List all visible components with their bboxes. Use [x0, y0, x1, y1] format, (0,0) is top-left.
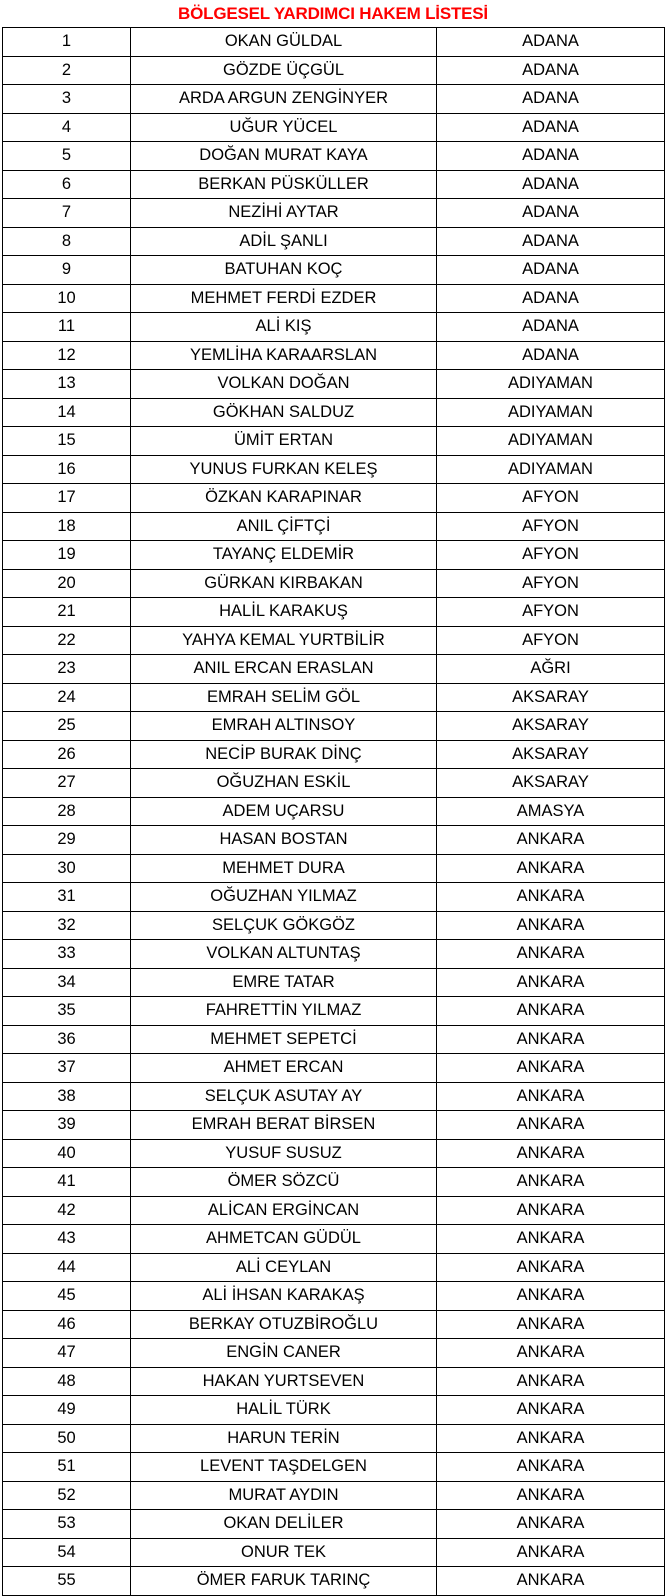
- referee-name: OĞUZHAN YILMAZ: [131, 883, 437, 912]
- table-row: [3, 997, 665, 1026]
- row-number: 34: [3, 968, 131, 997]
- table-row: [3, 1481, 665, 1510]
- row-number: 27: [3, 769, 131, 798]
- referee-city: ANKARA: [437, 1111, 665, 1140]
- table-row: [3, 455, 665, 484]
- referee-name: GÜRKAN KIRBAKAN: [131, 569, 437, 598]
- table-row: [3, 1025, 665, 1054]
- table-row: [3, 1396, 665, 1425]
- table-row: [3, 313, 665, 342]
- row-number: 31: [3, 883, 131, 912]
- referee-name: ALİ İHSAN KARAKAŞ: [131, 1282, 437, 1311]
- referee-name: ALİ CEYLAN: [131, 1253, 437, 1282]
- table-row: [3, 854, 665, 883]
- referee-city: ANKARA: [437, 1567, 665, 1596]
- table-row: [3, 142, 665, 171]
- referee-name: ARDA ARGUN ZENGİNYER: [131, 85, 437, 114]
- table-row: [3, 170, 665, 199]
- referee-city: ANKARA: [437, 1396, 665, 1425]
- table-row: [3, 1310, 665, 1339]
- referee-city: ANKARA: [437, 1481, 665, 1510]
- referee-name: NEZİHİ AYTAR: [131, 199, 437, 228]
- row-number: 22: [3, 626, 131, 655]
- referee-city: AFYON: [437, 512, 665, 541]
- referee-city: ADANA: [437, 56, 665, 85]
- table-row: [3, 1111, 665, 1140]
- row-number: 24: [3, 683, 131, 712]
- referee-city: ANKARA: [437, 1453, 665, 1482]
- table-row: [3, 370, 665, 399]
- row-number: 44: [3, 1253, 131, 1282]
- row-number: 13: [3, 370, 131, 399]
- row-number: 19: [3, 541, 131, 570]
- referee-name: VOLKAN ALTUNTAŞ: [131, 940, 437, 969]
- table-row: [3, 911, 665, 940]
- row-number: 12: [3, 341, 131, 370]
- row-number: 53: [3, 1510, 131, 1539]
- referee-city: ADIYAMAN: [437, 370, 665, 399]
- table-row: [3, 1367, 665, 1396]
- referee-name: YEMLİHA KARAARSLAN: [131, 341, 437, 370]
- table-row: [3, 1225, 665, 1254]
- row-number: 50: [3, 1424, 131, 1453]
- row-number: 29: [3, 826, 131, 855]
- referee-city: ANKARA: [437, 911, 665, 940]
- referee-city: ANKARA: [437, 1082, 665, 1111]
- table-row: [3, 1282, 665, 1311]
- referee-name: ÖMER SÖZCÜ: [131, 1168, 437, 1197]
- table-row: [3, 940, 665, 969]
- row-number: 15: [3, 427, 131, 456]
- row-number: 54: [3, 1538, 131, 1567]
- table-row: [3, 797, 665, 826]
- row-number: 37: [3, 1054, 131, 1083]
- table-row: [3, 398, 665, 427]
- table-row: [3, 569, 665, 598]
- referee-name: AHMETCAN GÜDÜL: [131, 1225, 437, 1254]
- row-number: 18: [3, 512, 131, 541]
- referee-city: ANKARA: [437, 854, 665, 883]
- table-row: [3, 1567, 665, 1596]
- referee-name: DOĞAN MURAT KAYA: [131, 142, 437, 171]
- table-row: [3, 883, 665, 912]
- referee-name: YAHYA KEMAL YURTBİLİR: [131, 626, 437, 655]
- row-number: 40: [3, 1139, 131, 1168]
- referee-name: OKAN GÜLDAL: [131, 28, 437, 57]
- referee-table: [2, 27, 665, 1596]
- row-number: 5: [3, 142, 131, 171]
- referee-name: HARUN TERİN: [131, 1424, 437, 1453]
- referee-city: ADIYAMAN: [437, 398, 665, 427]
- page-title: BÖLGESEL YARDIMCI HAKEM LİSTESİ: [178, 4, 488, 23]
- row-number: 51: [3, 1453, 131, 1482]
- table-row: [3, 740, 665, 769]
- row-number: 17: [3, 484, 131, 513]
- referee-city: AKSARAY: [437, 769, 665, 798]
- referee-city: AKSARAY: [437, 683, 665, 712]
- referee-name: ADİL ŞANLI: [131, 227, 437, 256]
- referee-city: ANKARA: [437, 997, 665, 1026]
- row-number: 21: [3, 598, 131, 627]
- referee-city: ANKARA: [437, 1424, 665, 1453]
- referee-city: AFYON: [437, 626, 665, 655]
- table-row: [3, 113, 665, 142]
- row-number: 36: [3, 1025, 131, 1054]
- referee-city: ANKARA: [437, 1253, 665, 1282]
- referee-name: BATUHAN KOÇ: [131, 256, 437, 285]
- row-number: 8: [3, 227, 131, 256]
- table-row: [3, 1510, 665, 1539]
- referee-name: HALİL TÜRK: [131, 1396, 437, 1425]
- referee-name: EMRAH SELİM GÖL: [131, 683, 437, 712]
- referee-name: ÜMİT ERTAN: [131, 427, 437, 456]
- row-number: 1: [3, 28, 131, 57]
- referee-name: ALİCAN ERGİNCAN: [131, 1196, 437, 1225]
- table-row: [3, 683, 665, 712]
- row-number: 11: [3, 313, 131, 342]
- referee-city: ADIYAMAN: [437, 427, 665, 456]
- referee-name: BERKAY OTUZBİROĞLU: [131, 1310, 437, 1339]
- table-row: [3, 1196, 665, 1225]
- table-row: [3, 1054, 665, 1083]
- row-number: 33: [3, 940, 131, 969]
- referee-name: ADEM UÇARSU: [131, 797, 437, 826]
- row-number: 30: [3, 854, 131, 883]
- referee-name: HALİL KARAKUŞ: [131, 598, 437, 627]
- referee-city: ANKARA: [437, 1025, 665, 1054]
- table-row: [3, 655, 665, 684]
- referee-city: ANKARA: [437, 940, 665, 969]
- row-number: 32: [3, 911, 131, 940]
- table-row: [3, 1538, 665, 1567]
- table-row: [3, 1424, 665, 1453]
- referee-city: AFYON: [437, 541, 665, 570]
- referee-city: ADANA: [437, 142, 665, 171]
- referee-city: ADANA: [437, 284, 665, 313]
- table-row: [3, 1082, 665, 1111]
- referee-city: AKSARAY: [437, 740, 665, 769]
- referee-name: SELÇUK ASUTAY AY: [131, 1082, 437, 1111]
- referee-city: ADANA: [437, 341, 665, 370]
- referee-name: ONUR TEK: [131, 1538, 437, 1567]
- referee-city: AĞRI: [437, 655, 665, 684]
- referee-city: ADANA: [437, 28, 665, 57]
- row-number: 48: [3, 1367, 131, 1396]
- row-number: 20: [3, 569, 131, 598]
- referee-city: ANKARA: [437, 1339, 665, 1368]
- referee-city: ADANA: [437, 256, 665, 285]
- table-row: [3, 826, 665, 855]
- table-row: [3, 1168, 665, 1197]
- row-number: 23: [3, 655, 131, 684]
- referee-name: SELÇUK GÖKGÖZ: [131, 911, 437, 940]
- row-number: 46: [3, 1310, 131, 1339]
- referee-city: ADANA: [437, 199, 665, 228]
- referee-city: ANKARA: [437, 883, 665, 912]
- row-number: 35: [3, 997, 131, 1026]
- referee-name: BERKAN PÜSKÜLLER: [131, 170, 437, 199]
- referee-city: ANKARA: [437, 826, 665, 855]
- table-row: [3, 512, 665, 541]
- referee-city: ADANA: [437, 170, 665, 199]
- referee-name: NECİP BURAK DİNÇ: [131, 740, 437, 769]
- referee-city: ADANA: [437, 227, 665, 256]
- referee-name: MEHMET FERDİ EZDER: [131, 284, 437, 313]
- referee-city: ANKARA: [437, 1054, 665, 1083]
- referee-city: ANKARA: [437, 1367, 665, 1396]
- referee-name: HASAN BOSTAN: [131, 826, 437, 855]
- referee-name: GÖZDE ÜÇGÜL: [131, 56, 437, 85]
- referee-name: EMRE TATAR: [131, 968, 437, 997]
- referee-name: GÖKHAN SALDUZ: [131, 398, 437, 427]
- referee-name: ENGİN CANER: [131, 1339, 437, 1368]
- table-row: [3, 1453, 665, 1482]
- row-number: 26: [3, 740, 131, 769]
- row-number: 14: [3, 398, 131, 427]
- referee-name: OĞUZHAN ESKİL: [131, 769, 437, 798]
- table-row: [3, 341, 665, 370]
- referee-name: AHMET ERCAN: [131, 1054, 437, 1083]
- table-row: [3, 1253, 665, 1282]
- row-number: 38: [3, 1082, 131, 1111]
- table-row: [3, 626, 665, 655]
- referee-city: ANKARA: [437, 1168, 665, 1197]
- row-number: 39: [3, 1111, 131, 1140]
- referee-city: AFYON: [437, 484, 665, 513]
- table-row: [3, 484, 665, 513]
- referee-name: EMRAH ALTINSOY: [131, 712, 437, 741]
- table-row: [3, 199, 665, 228]
- row-number: 43: [3, 1225, 131, 1254]
- referee-city: ANKARA: [437, 1196, 665, 1225]
- row-number: 42: [3, 1196, 131, 1225]
- table-row: [3, 227, 665, 256]
- referee-city: ANKARA: [437, 1510, 665, 1539]
- referee-name: UĞUR YÜCEL: [131, 113, 437, 142]
- row-number: 52: [3, 1481, 131, 1510]
- table-row: [3, 968, 665, 997]
- referee-name: HAKAN YURTSEVEN: [131, 1367, 437, 1396]
- table-row: [3, 85, 665, 114]
- referee-city: ANKARA: [437, 1538, 665, 1567]
- table-row: [3, 256, 665, 285]
- row-number: 28: [3, 797, 131, 826]
- row-number: 45: [3, 1282, 131, 1311]
- row-number: 4: [3, 113, 131, 142]
- referee-name: ÖZKAN KARAPINAR: [131, 484, 437, 513]
- row-number: 41: [3, 1168, 131, 1197]
- referee-city: ADIYAMAN: [437, 455, 665, 484]
- table-row: [3, 1139, 665, 1168]
- table-row: [3, 712, 665, 741]
- referee-name: ANIL ERCAN ERASLAN: [131, 655, 437, 684]
- referee-city: AFYON: [437, 569, 665, 598]
- table-row: [3, 598, 665, 627]
- table-row: [3, 427, 665, 456]
- referee-name: MEHMET SEPETCİ: [131, 1025, 437, 1054]
- referee-city: AMASYA: [437, 797, 665, 826]
- table-row: [3, 284, 665, 313]
- row-number: 6: [3, 170, 131, 199]
- referee-city: ADANA: [437, 313, 665, 342]
- row-number: 9: [3, 256, 131, 285]
- table-row: [3, 1339, 665, 1368]
- referee-city: AKSARAY: [437, 712, 665, 741]
- row-number: 47: [3, 1339, 131, 1368]
- row-number: 10: [3, 284, 131, 313]
- referee-name: ÖMER FARUK TARINÇ: [131, 1567, 437, 1596]
- referee-city: ADANA: [437, 85, 665, 114]
- referee-city: ANKARA: [437, 1139, 665, 1168]
- referee-name: VOLKAN DOĞAN: [131, 370, 437, 399]
- referee-city: ANKARA: [437, 968, 665, 997]
- referee-city: ANKARA: [437, 1310, 665, 1339]
- row-number: 25: [3, 712, 131, 741]
- referee-name: ALİ KIŞ: [131, 313, 437, 342]
- referee-name: EMRAH BERAT BİRSEN: [131, 1111, 437, 1140]
- referee-name: MURAT AYDIN: [131, 1481, 437, 1510]
- row-number: 7: [3, 199, 131, 228]
- referee-table-body: [3, 28, 665, 1596]
- row-number: 2: [3, 56, 131, 85]
- table-row: [3, 769, 665, 798]
- table-row: [3, 56, 665, 85]
- referee-city: AFYON: [437, 598, 665, 627]
- referee-city: ADANA: [437, 113, 665, 142]
- referee-city: ANKARA: [437, 1282, 665, 1311]
- referee-city: ANKARA: [437, 1225, 665, 1254]
- row-number: 49: [3, 1396, 131, 1425]
- row-number: 55: [3, 1567, 131, 1596]
- referee-name: MEHMET DURA: [131, 854, 437, 883]
- referee-name: LEVENT TAŞDELGEN: [131, 1453, 437, 1482]
- table-row: [3, 28, 665, 57]
- referee-name: FAHRETTİN YILMAZ: [131, 997, 437, 1026]
- referee-name: TAYANÇ ELDEMİR: [131, 541, 437, 570]
- referee-name: OKAN DELİLER: [131, 1510, 437, 1539]
- referee-name: YUNUS FURKAN KELEŞ: [131, 455, 437, 484]
- table-row: [3, 541, 665, 570]
- row-number: 16: [3, 455, 131, 484]
- referee-name: YUSUF SUSUZ: [131, 1139, 437, 1168]
- referee-name: ANIL ÇİFTÇİ: [131, 512, 437, 541]
- row-number: 3: [3, 85, 131, 114]
